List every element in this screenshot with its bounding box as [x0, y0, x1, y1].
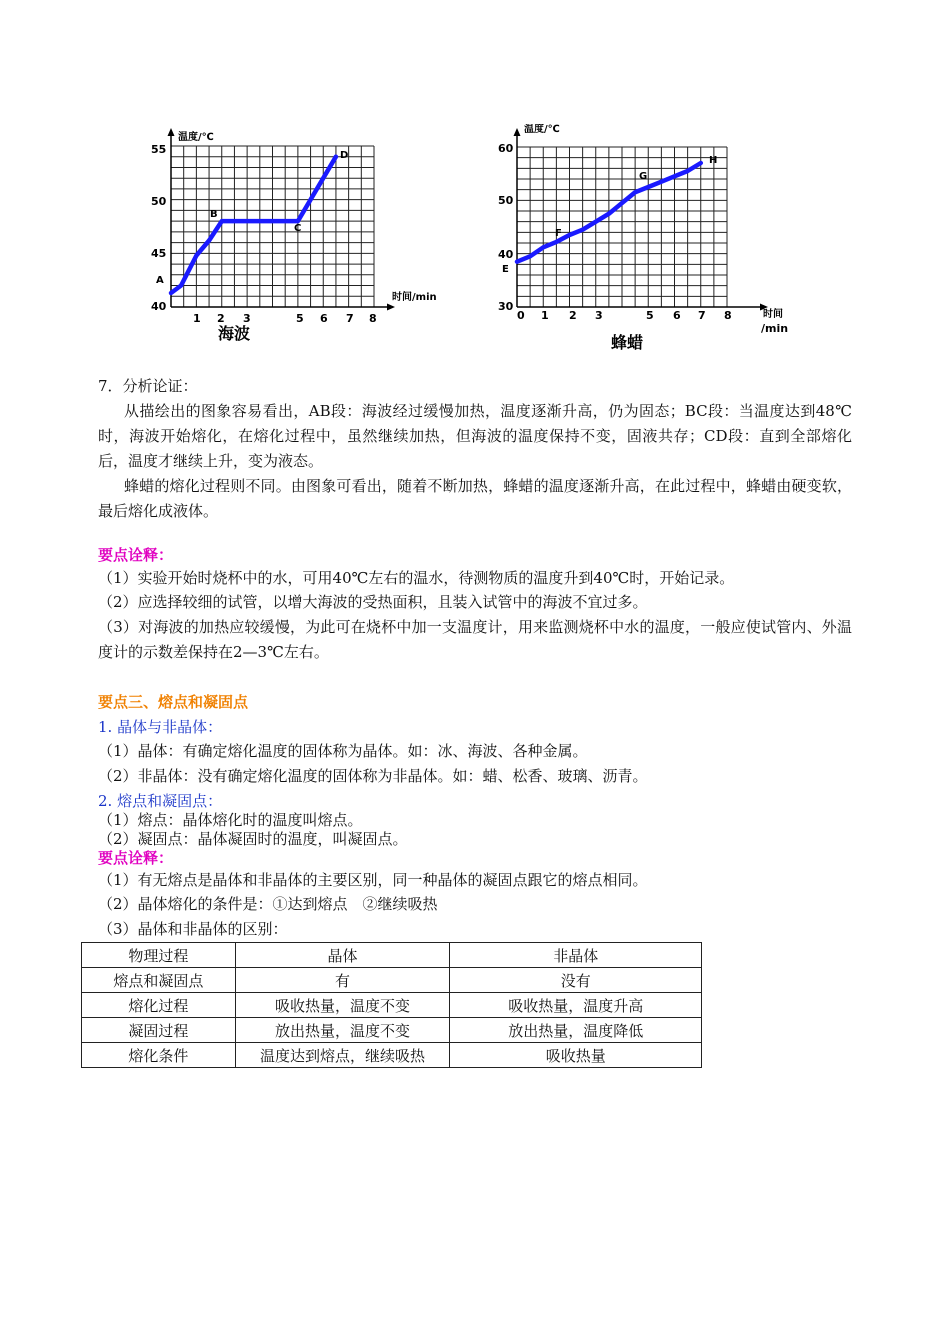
- x-tick-label: 6: [673, 309, 681, 322]
- section3-sub2: 2. 熔点和凝固点：: [98, 792, 223, 810]
- table-cell: 吸收热量: [450, 1043, 702, 1068]
- notes1-item: （1）实验开始时烧杯中的水，可用40℃左右的温水，待测物质的温度升到40℃时，开始记录。: [98, 569, 735, 587]
- point-label-b: B: [210, 209, 218, 220]
- table-row: [82, 1018, 702, 1043]
- x-tick-label: 2: [569, 309, 577, 322]
- point-label-f: F: [555, 228, 562, 239]
- table-row: [82, 968, 702, 993]
- y-axis-label: 温度/℃: [178, 132, 214, 143]
- notes2-item: （1）有无熔点是晶体和非晶体的主要区别，同一种晶体的凝固点跟它的熔点相同。: [98, 871, 648, 889]
- crystal-comparison-table: [81, 942, 702, 1068]
- table-cell: 熔化条件: [82, 1043, 236, 1068]
- table-cell: 放出热量，温度不变: [235, 1018, 450, 1043]
- x-axis-label: 时间/min: [392, 292, 437, 303]
- grid: [517, 147, 727, 307]
- chart-caption: 海波: [218, 324, 251, 343]
- point-label-a: A: [156, 275, 164, 286]
- x-tick-label: 0: [517, 309, 525, 322]
- section3-sub1: 1. 晶体与非晶体：: [98, 718, 223, 736]
- table-header-row: [82, 943, 702, 968]
- section3-sub1-item: （2）非晶体：没有确定熔化温度的固体称为非晶体。如：蜡、松香、玻璃、沥青。: [98, 767, 648, 785]
- section7-para2: 蜂蜡的熔化过程则不同。由图象可看出，随着不断加热，蜂蜡的温度逐渐升高，在此过程中，蜂蜡由硬变软，最后熔化成液体。: [98, 477, 852, 520]
- y-tick-label: 30: [498, 300, 514, 313]
- y-tick-label: 55: [151, 143, 167, 156]
- point-label-c: C: [294, 223, 302, 234]
- table-cell: 凝固过程: [82, 1018, 236, 1043]
- table-row: [82, 993, 702, 1018]
- section3-sub2-item: （1）熔点：晶体熔化时的温度叫熔点。: [98, 811, 363, 829]
- notes2-item: （3）晶体和非晶体的区别：: [98, 920, 288, 938]
- table-cell: 吸收热量，温度不变: [235, 993, 450, 1018]
- haibo-curve: [171, 157, 336, 293]
- x-tick-label: 7: [698, 309, 706, 322]
- point-label-h: H: [709, 155, 718, 166]
- y-tick-label: 50: [151, 195, 167, 208]
- haibo-chart-svg: [148, 124, 448, 350]
- x-tick-label: 8: [724, 309, 732, 322]
- notes1-item: （2）应选择较细的试管，以增大海波的受热面积，且装入试管中的海波不宜过多。: [98, 593, 648, 611]
- x-axis-arrow: [387, 304, 395, 311]
- table-cell: 熔化过程: [82, 993, 236, 1018]
- table-cell: 放出热量，温度降低: [450, 1018, 702, 1043]
- y-tick-label: 40: [498, 248, 514, 261]
- notes2-title: 要点诠释：: [98, 849, 174, 867]
- section3-sub1-item: （1）晶体：有确定熔化温度的固体称为晶体。如：冰、海波、各种金属。: [98, 742, 588, 760]
- x-tick-label: 5: [296, 312, 304, 325]
- point-label-e: E: [502, 264, 509, 275]
- fengla-chart-svg: [493, 124, 795, 350]
- x-tick-label: 5: [646, 309, 654, 322]
- x-axis-label-2: /min: [761, 322, 789, 335]
- section7-heading: 7．分析论证：: [98, 377, 198, 395]
- section3-sub2-item: （2）凝固点：晶体凝固时的温度，叫凝固点。: [98, 830, 408, 848]
- table-row: [82, 1043, 702, 1068]
- y-axis-arrow: [168, 128, 175, 136]
- x-tick-label: 2: [217, 312, 225, 325]
- notes1-title: 要点诠释：: [98, 546, 174, 564]
- x-axis-label-1: 时间: [763, 309, 783, 320]
- x-tick-label: 3: [243, 312, 251, 325]
- y-tick-label: 60: [498, 142, 514, 155]
- table-cell: 温度达到熔点，继续吸热: [235, 1043, 450, 1068]
- y-axis-label: 温度/℃: [524, 124, 560, 135]
- table-cell: 吸收热量，温度升高: [450, 993, 702, 1018]
- chart-caption: 蜂蜡: [611, 333, 644, 350]
- x-tick-label: 3: [595, 309, 603, 322]
- y-tick-label: 40: [151, 300, 167, 313]
- x-tick-label: 1: [193, 312, 201, 325]
- section3-title: 要点三、熔点和凝固点: [98, 693, 249, 711]
- fengla-chart: [493, 124, 795, 350]
- table-cell: 熔点和凝固点: [82, 968, 236, 993]
- axes: [514, 128, 769, 311]
- point-label-g: G: [639, 171, 648, 182]
- y-tick-label: 45: [151, 247, 167, 260]
- notes1-item: （3）对海波的加热应较缓慢，为此可在烧杯中加一支温度计，用来监测烧杯中水的温度，一般应使试管内、外温度计的示数差保持在2—3℃左右。: [98, 618, 852, 661]
- table-header-cell: 晶体: [235, 943, 450, 968]
- notes2-item: （2）晶体熔化的条件是：①达到熔点 ②继续吸热: [98, 895, 438, 913]
- table-cell: 有: [235, 968, 450, 993]
- table-cell: 没有: [450, 968, 702, 993]
- x-tick-label: 7: [346, 312, 354, 325]
- y-axis-arrow: [514, 128, 521, 136]
- y-tick-label: 50: [498, 194, 514, 207]
- table-header-cell: 物理过程: [82, 943, 236, 968]
- table-header-cell: 非晶体: [450, 943, 702, 968]
- haibo-chart: [148, 124, 448, 350]
- point-label-d: D: [340, 150, 349, 161]
- x-tick-label: 8: [369, 312, 377, 325]
- x-tick-label: 1: [541, 309, 549, 322]
- section7-para1: 从描绘出的图象容易看出，AB段：海波经过缓慢加热，温度逐渐升高，仍为固态；BC段：当温度达到48℃时，海波开始熔化，在熔化过程中，虽然继续加热，但海波的温度保持不变，固液共存；CD段：直到全部熔化后，温度才继续上升，变为液态。: [98, 402, 852, 470]
- x-tick-label: 6: [320, 312, 328, 325]
- grid: [171, 146, 374, 307]
